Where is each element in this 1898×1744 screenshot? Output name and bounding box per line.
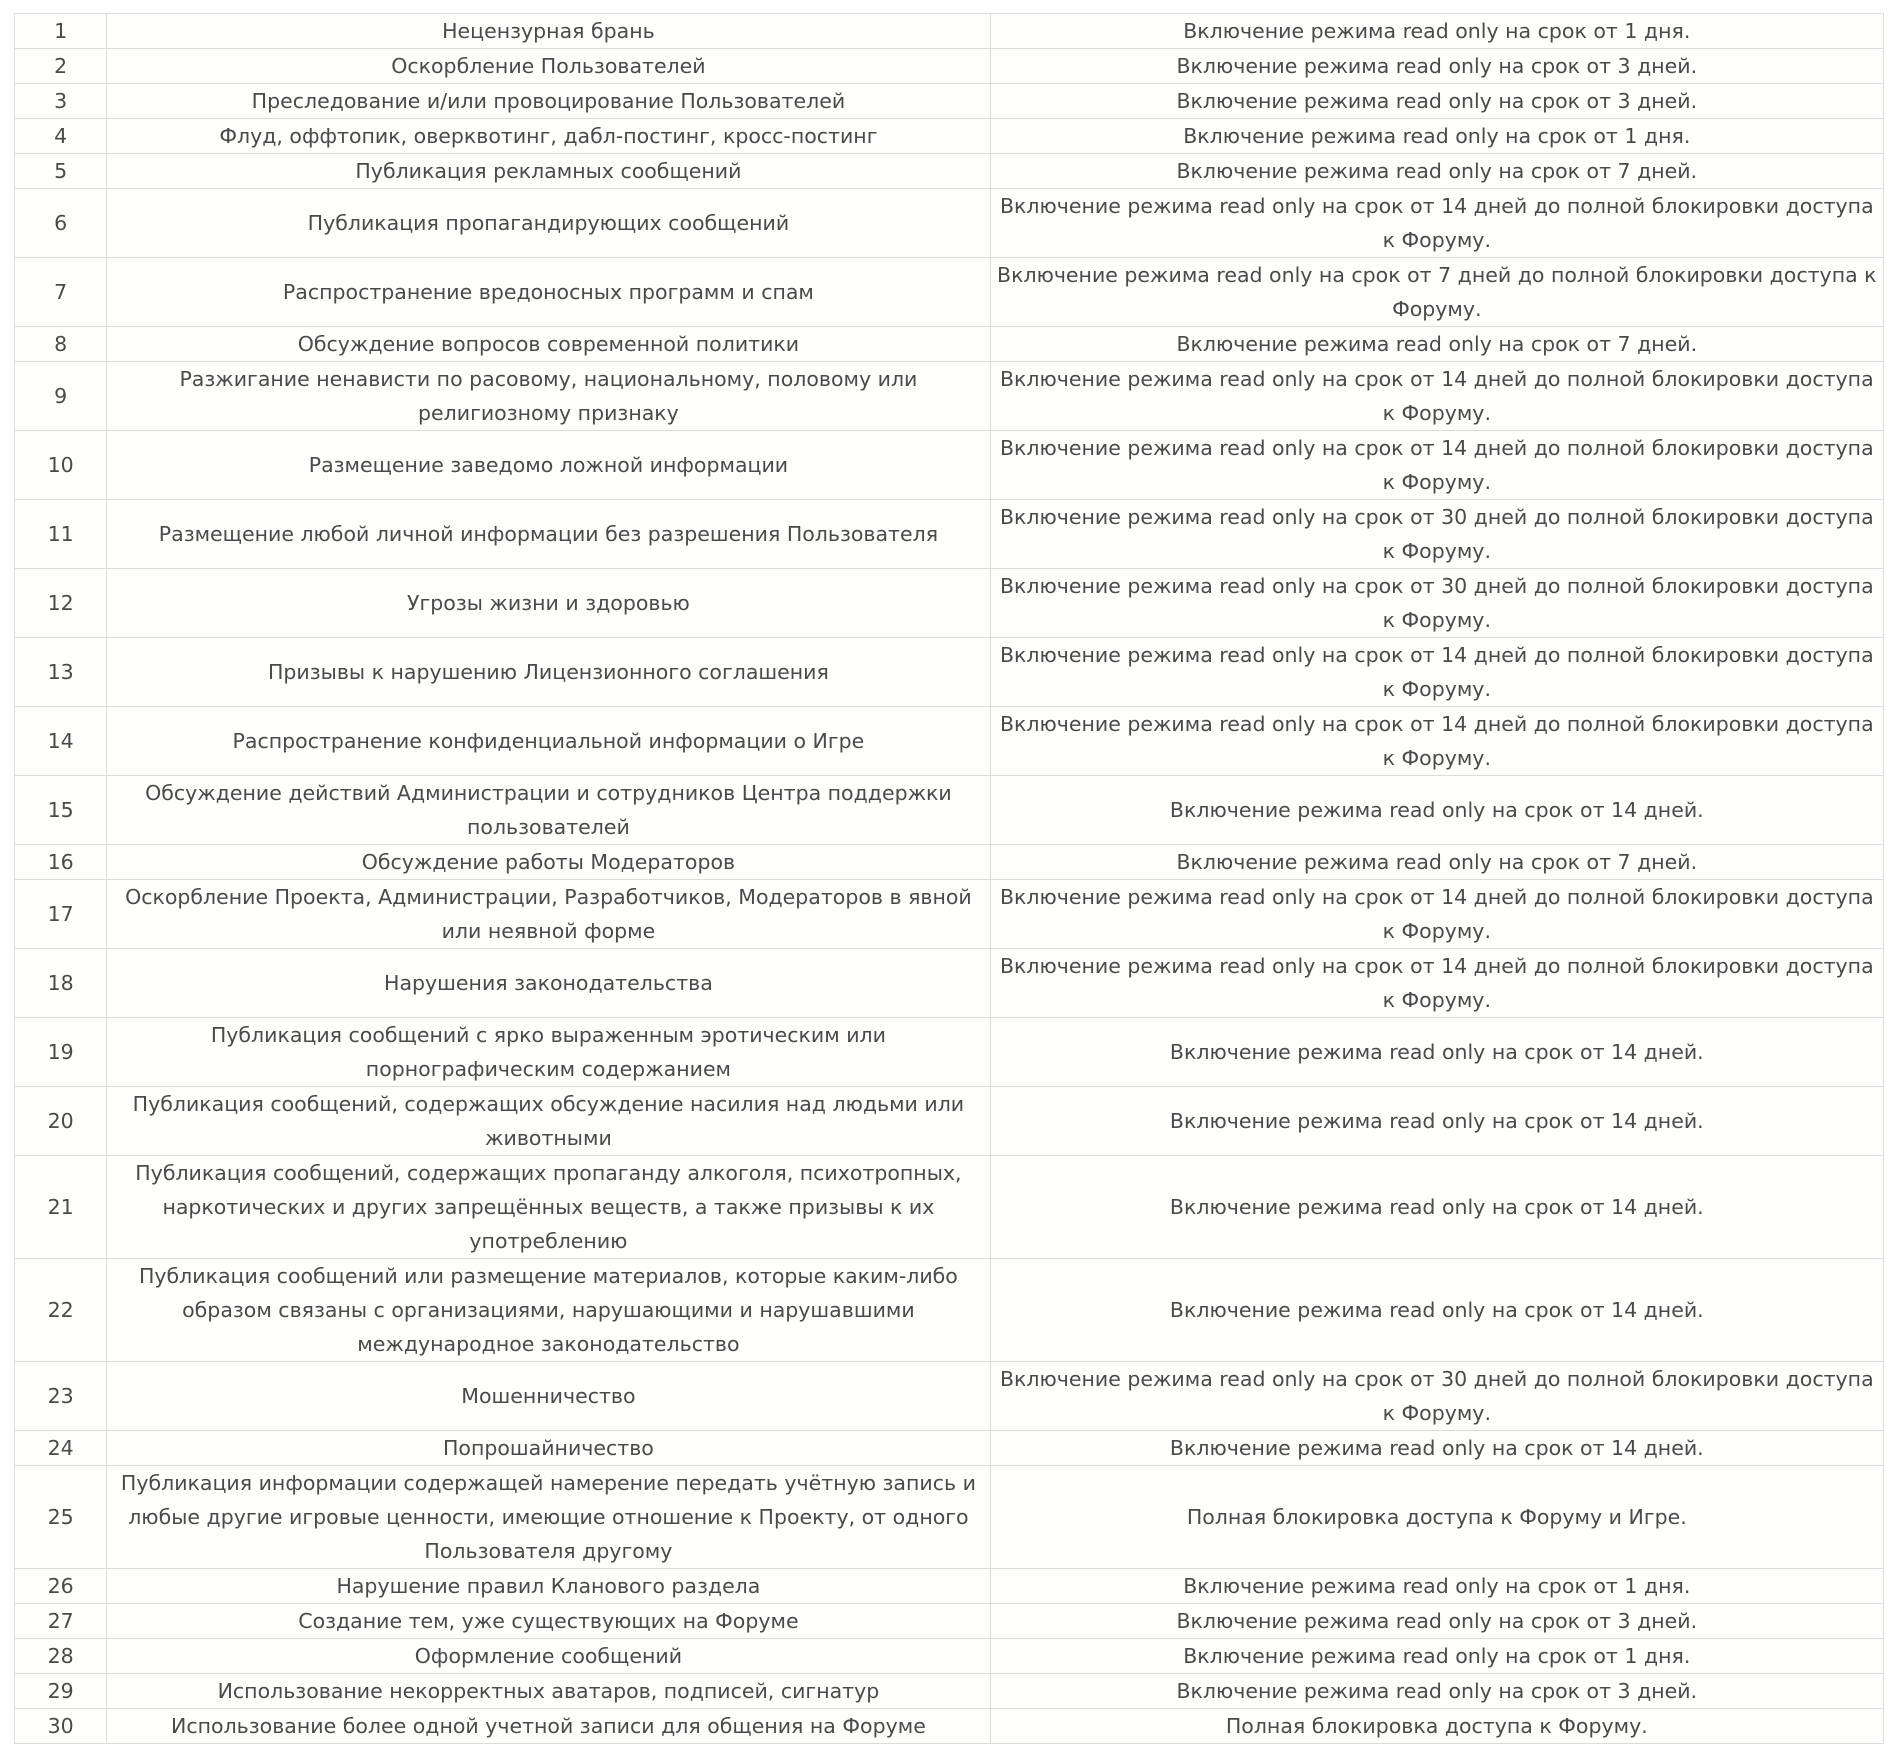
rule-violation-cell: Попрошайничество	[107, 1431, 990, 1466]
rule-penalty-cell: Включение режима read only на срок от 14 дней.	[990, 1431, 1883, 1466]
rule-number-cell: 19	[15, 1018, 107, 1087]
rule-violation-cell: Мошенничество	[107, 1362, 990, 1431]
rule-violation-cell: Размещение любой личной информации без разрешения Пользователя	[107, 500, 990, 569]
table-row	[15, 1639, 1884, 1674]
rule-violation-cell: Разжигание ненависти по расовому, национальному, половому или религиозному признаку	[107, 362, 990, 431]
table-row	[15, 1156, 1884, 1259]
rule-violation-cell: Публикация сообщений или размещение материалов, которые каким-либо образом связаны с организациями, нарушающими и нарушавшими международное законодательство	[107, 1259, 990, 1362]
rules-table-body	[15, 14, 1884, 1744]
rule-number-cell: 9	[15, 362, 107, 431]
rule-number-cell: 15	[15, 776, 107, 845]
rule-violation-cell: Нарушения законодательства	[107, 949, 990, 1018]
rule-penalty-cell: Включение режима read only на срок от 3 дней.	[990, 84, 1883, 119]
rule-number-cell: 8	[15, 327, 107, 362]
rule-penalty-cell: Включение режима read only на срок от 14 дней до полной блокировки доступа к Форуму.	[990, 949, 1883, 1018]
rule-violation-cell: Обсуждение работы Модераторов	[107, 845, 990, 880]
rule-penalty-cell: Включение режима read only на срок от 1 дня.	[990, 14, 1883, 49]
table-row	[15, 1259, 1884, 1362]
rule-penalty-cell: Включение режима read only на срок от 3 дней.	[990, 1674, 1883, 1709]
table-row	[15, 431, 1884, 500]
rule-violation-cell: Распространение вредоносных программ и спам	[107, 258, 990, 327]
rule-penalty-cell: Включение режима read only на срок от 30 дней до полной блокировки доступа к Форуму.	[990, 500, 1883, 569]
rule-penalty-cell: Включение режима read only на срок от 30 дней до полной блокировки доступа к Форуму.	[990, 569, 1883, 638]
rule-violation-cell: Оскорбление Проекта, Администрации, Разработчиков, Модераторов в явной или неявной форме	[107, 880, 990, 949]
rule-number-cell: 17	[15, 880, 107, 949]
rule-number-cell: 27	[15, 1604, 107, 1639]
rule-penalty-cell: Включение режима read only на срок от 14 дней до полной блокировки доступа к Форуму.	[990, 431, 1883, 500]
rule-penalty-cell: Включение режима read only на срок от 3 дней.	[990, 49, 1883, 84]
rule-violation-cell: Публикация сообщений с ярко выраженным эротическим или порнографическим содержанием	[107, 1018, 990, 1087]
rule-number-cell: 5	[15, 154, 107, 189]
rule-violation-cell: Использование некорректных аватаров, подписей, сигнатур	[107, 1674, 990, 1709]
rule-number-cell: 10	[15, 431, 107, 500]
table-row	[15, 1709, 1884, 1744]
rule-number-cell: 20	[15, 1087, 107, 1156]
rule-violation-cell: Оформление сообщений	[107, 1639, 990, 1674]
rule-penalty-cell: Включение режима read only на срок от 14 дней до полной блокировки доступа к Форуму.	[990, 638, 1883, 707]
rule-penalty-cell: Включение режима read only на срок от 30 дней до полной блокировки доступа к Форуму.	[990, 1362, 1883, 1431]
table-row	[15, 569, 1884, 638]
rule-penalty-cell: Полная блокировка доступа к Форуму.	[990, 1709, 1883, 1744]
rule-penalty-cell: Полная блокировка доступа к Форуму и Игре.	[990, 1466, 1883, 1569]
rule-number-cell: 26	[15, 1569, 107, 1604]
table-row	[15, 1604, 1884, 1639]
rule-number-cell: 14	[15, 707, 107, 776]
rule-penalty-cell: Включение режима read only на срок от 14 дней.	[990, 1018, 1883, 1087]
rule-penalty-cell: Включение режима read only на срок от 7 дней до полной блокировки доступа к Форуму.	[990, 258, 1883, 327]
table-row	[15, 949, 1884, 1018]
rule-number-cell: 25	[15, 1466, 107, 1569]
rule-number-cell: 11	[15, 500, 107, 569]
table-row	[15, 1674, 1884, 1709]
rule-violation-cell: Публикация пропагандирующих сообщений	[107, 189, 990, 258]
table-row	[15, 638, 1884, 707]
table-row	[15, 1087, 1884, 1156]
table-row	[15, 189, 1884, 258]
rule-number-cell: 6	[15, 189, 107, 258]
rule-number-cell: 4	[15, 119, 107, 154]
rule-penalty-cell: Включение режима read only на срок от 14 дней до полной блокировки доступа к Форуму.	[990, 707, 1883, 776]
rule-violation-cell: Использование более одной учетной записи для общения на Форуме	[107, 1709, 990, 1744]
rule-number-cell: 24	[15, 1431, 107, 1466]
rule-violation-cell: Оскорбление Пользователей	[107, 49, 990, 84]
rule-number-cell: 16	[15, 845, 107, 880]
rule-violation-cell: Нарушение правил Кланового раздела	[107, 1569, 990, 1604]
table-row	[15, 119, 1884, 154]
rule-violation-cell: Распространение конфиденциальной информации о Игре	[107, 707, 990, 776]
table-row	[15, 845, 1884, 880]
rule-violation-cell: Нецензурная брань	[107, 14, 990, 49]
rule-violation-cell: Обсуждение вопросов современной политики	[107, 327, 990, 362]
rule-violation-cell: Размещение заведомо ложной информации	[107, 431, 990, 500]
rule-penalty-cell: Включение режима read only на срок от 1 дня.	[990, 1569, 1883, 1604]
rule-number-cell: 23	[15, 1362, 107, 1431]
table-row	[15, 49, 1884, 84]
table-row	[15, 1018, 1884, 1087]
rule-violation-cell: Угрозы жизни и здоровью	[107, 569, 990, 638]
rule-penalty-cell: Включение режима read only на срок от 14 дней до полной блокировки доступа к Форуму.	[990, 362, 1883, 431]
table-row	[15, 880, 1884, 949]
rule-violation-cell: Преследование и/или провоцирование Пользователей	[107, 84, 990, 119]
rule-penalty-cell: Включение режима read only на срок от 14 дней.	[990, 1087, 1883, 1156]
rule-penalty-cell: Включение режима read only на срок от 14 дней.	[990, 1156, 1883, 1259]
rule-number-cell: 12	[15, 569, 107, 638]
rule-number-cell: 13	[15, 638, 107, 707]
table-row	[15, 84, 1884, 119]
table-row	[15, 1466, 1884, 1569]
rule-penalty-cell: Включение режима read only на срок от 7 дней.	[990, 154, 1883, 189]
rule-penalty-cell: Включение режима read only на срок от 1 дня.	[990, 119, 1883, 154]
rule-penalty-cell: Включение режима read only на срок от 14 дней.	[990, 776, 1883, 845]
rule-number-cell: 7	[15, 258, 107, 327]
rule-number-cell: 2	[15, 49, 107, 84]
table-row	[15, 14, 1884, 49]
rule-penalty-cell: Включение режима read only на срок от 14 дней до полной блокировки доступа к Форуму.	[990, 189, 1883, 258]
table-row	[15, 776, 1884, 845]
table-row	[15, 500, 1884, 569]
rule-number-cell: 1	[15, 14, 107, 49]
rule-violation-cell: Создание тем, уже существующих на Форуме	[107, 1604, 990, 1639]
rules-table	[14, 13, 1884, 1744]
rule-penalty-cell: Включение режима read only на срок от 14 дней до полной блокировки доступа к Форуму.	[990, 880, 1883, 949]
rule-penalty-cell: Включение режима read only на срок от 3 дней.	[990, 1604, 1883, 1639]
rule-number-cell: 18	[15, 949, 107, 1018]
rule-violation-cell: Обсуждение действий Администрации и сотрудников Центра поддержки пользователей	[107, 776, 990, 845]
table-row	[15, 327, 1884, 362]
rule-penalty-cell: Включение режима read only на срок от 1 дня.	[990, 1639, 1883, 1674]
table-row	[15, 707, 1884, 776]
rule-number-cell: 21	[15, 1156, 107, 1259]
rule-number-cell: 3	[15, 84, 107, 119]
rule-number-cell: 28	[15, 1639, 107, 1674]
rule-violation-cell: Публикация сообщений, содержащих пропаганду алкоголя, психотропных, наркотических и других запрещённых веществ, а также призывы к их употреблению	[107, 1156, 990, 1259]
table-row	[15, 1362, 1884, 1431]
rule-violation-cell: Публикация рекламных сообщений	[107, 154, 990, 189]
rule-penalty-cell: Включение режима read only на срок от 7 дней.	[990, 327, 1883, 362]
table-row	[15, 1431, 1884, 1466]
rule-violation-cell: Публикация сообщений, содержащих обсуждение насилия над людьми или животными	[107, 1087, 990, 1156]
rule-number-cell: 29	[15, 1674, 107, 1709]
rule-violation-cell: Флуд, оффтопик, оверквотинг, дабл-постинг, кросс-постинг	[107, 119, 990, 154]
table-row	[15, 258, 1884, 327]
table-row	[15, 362, 1884, 431]
table-row	[15, 154, 1884, 189]
rule-penalty-cell: Включение режима read only на срок от 14 дней.	[990, 1259, 1883, 1362]
rule-violation-cell: Призывы к нарушению Лицензионного соглашения	[107, 638, 990, 707]
rule-penalty-cell: Включение режима read only на срок от 7 дней.	[990, 845, 1883, 880]
table-row	[15, 1569, 1884, 1604]
rule-number-cell: 30	[15, 1709, 107, 1744]
rule-violation-cell: Публикация информации содержащей намерение передать учётную запись и любые другие игровые ценности, имеющие отношение к Проекту, от одного Пользователя другому	[107, 1466, 990, 1569]
rule-number-cell: 22	[15, 1259, 107, 1362]
